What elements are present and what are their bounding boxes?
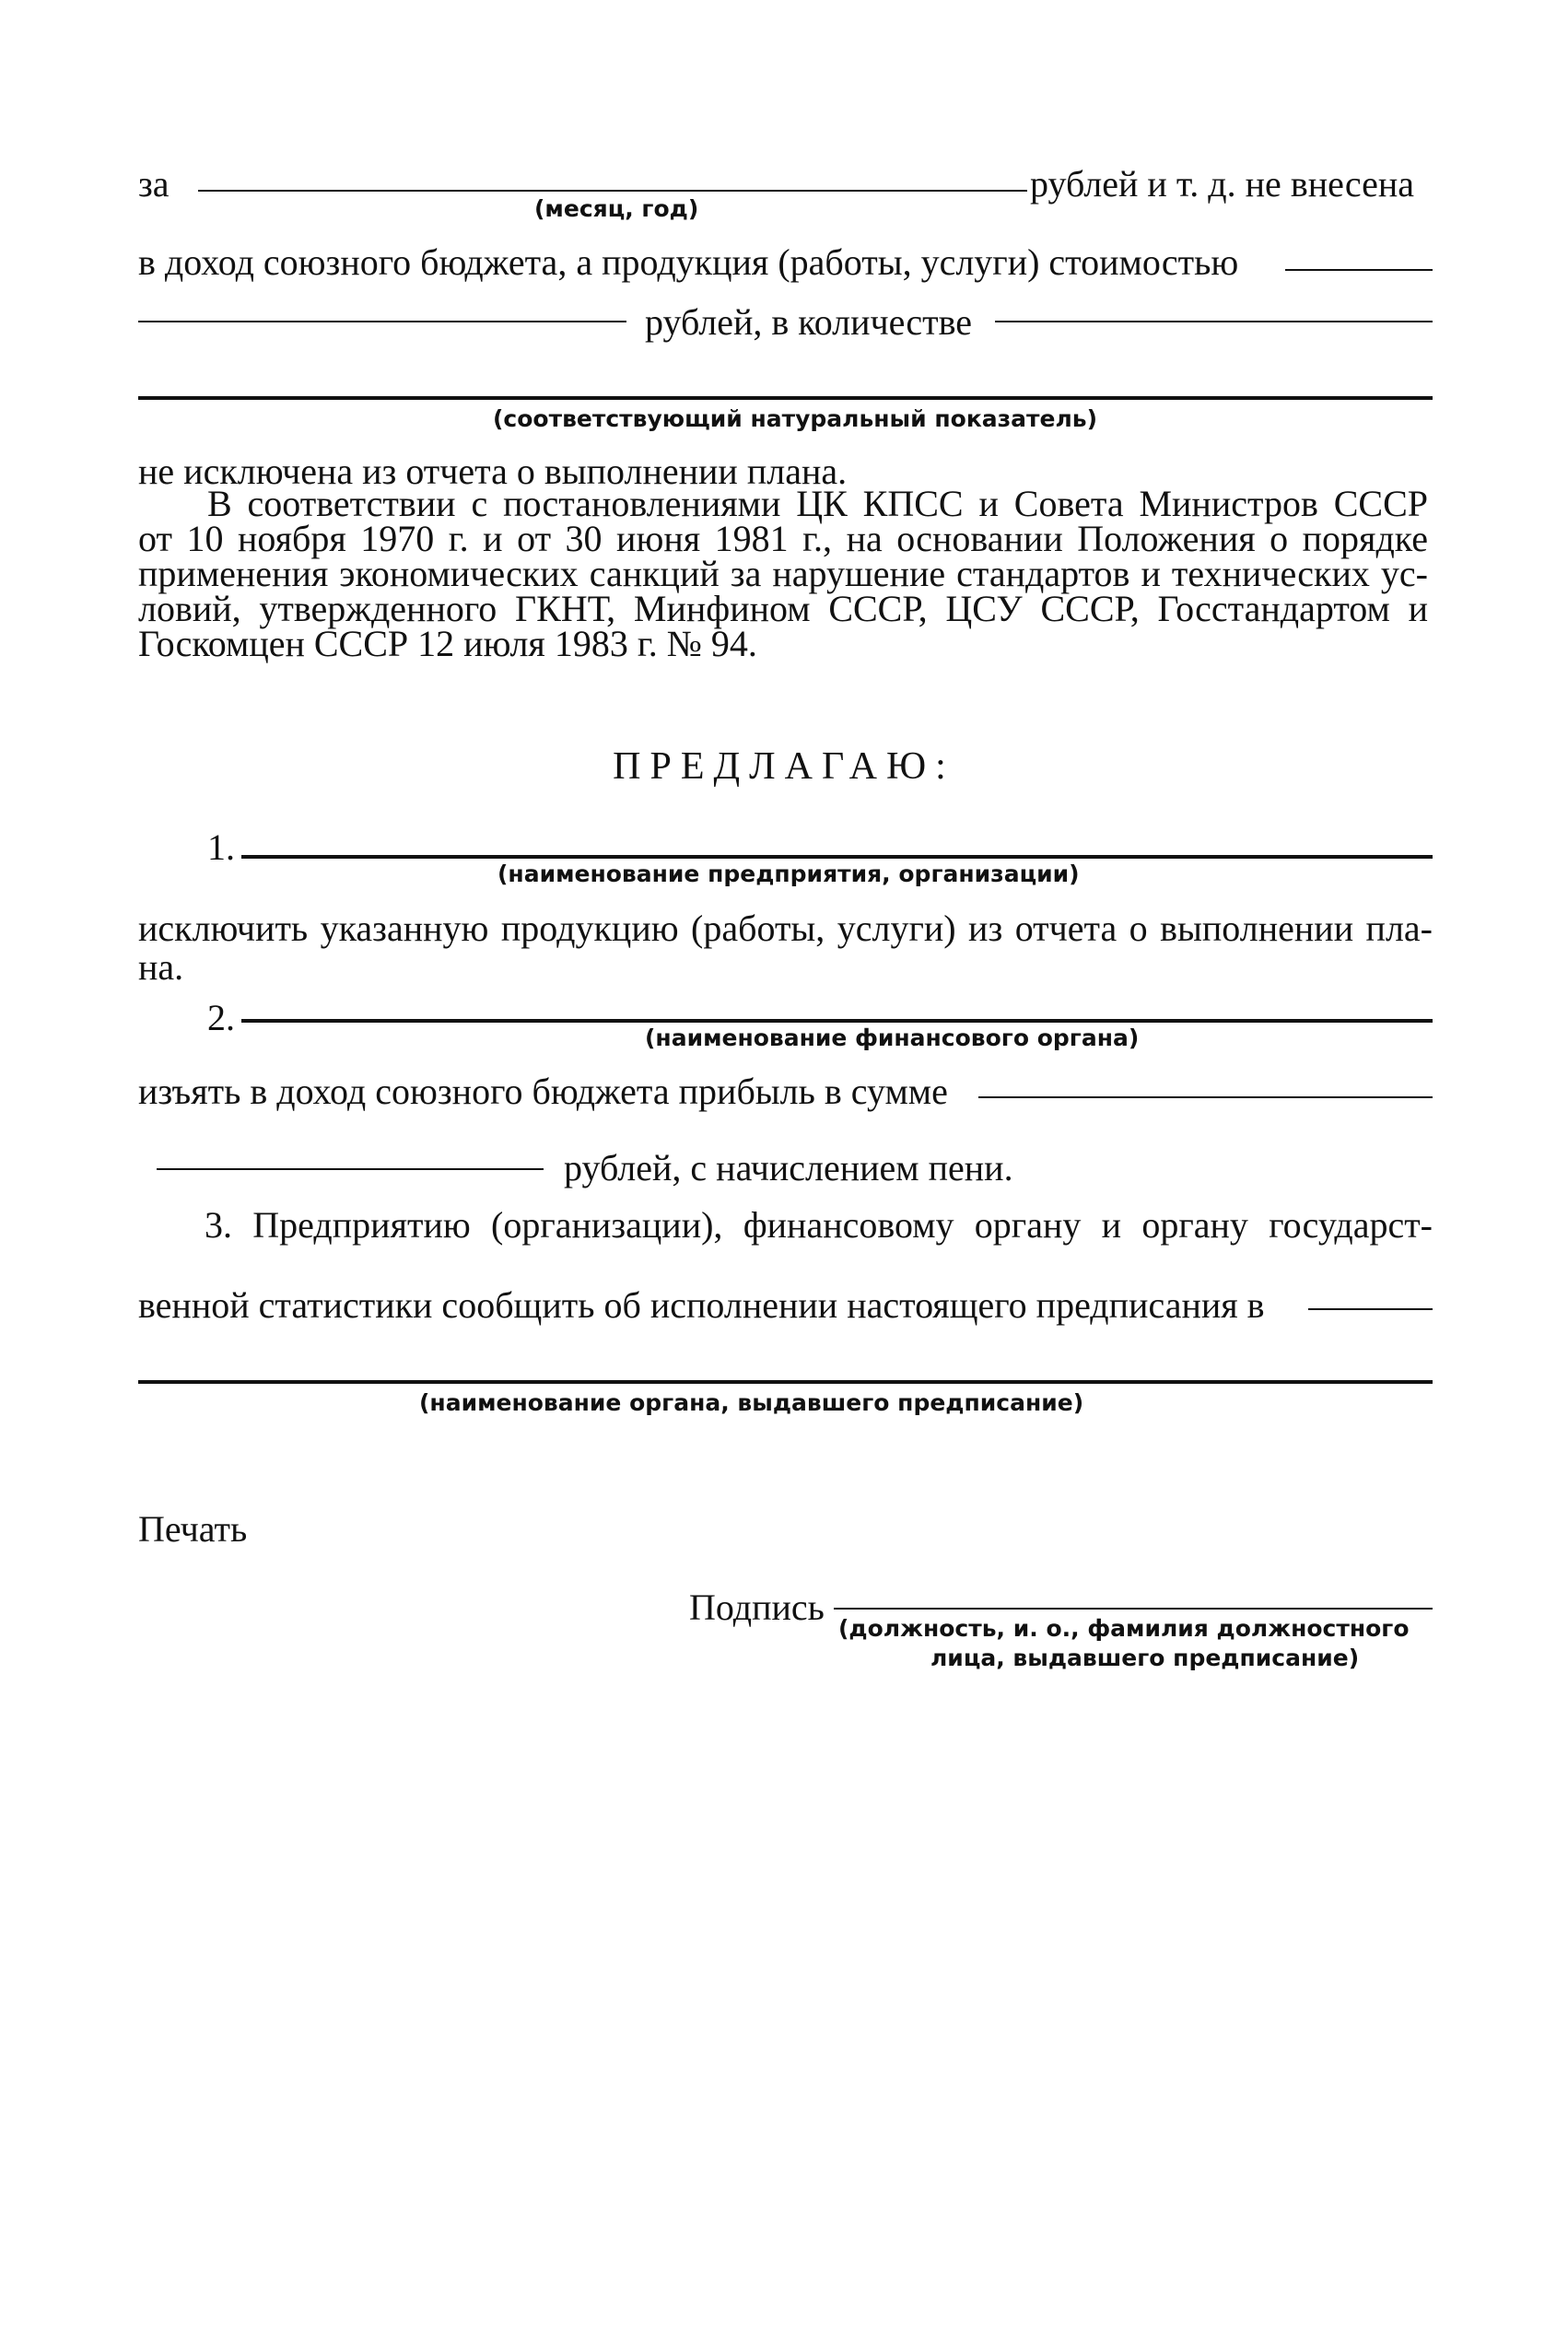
issuing-organ-blank [138,1380,1433,1384]
finance-organ-caption: (наименование финансового органа) [645,1024,1140,1051]
paragraph-line: ловий, утвержденного ГКНТ, Минфином СССР, ЦСУ СССР, Госстандартом и [138,588,1428,629]
quantity-blank [995,321,1433,322]
paragraph-line: применения экономических санкций за нарушение стандартов и технических ус- [138,553,1428,594]
indicator-caption: (соответствующий натуральный показатель) [493,405,1098,432]
cost-blank [1285,269,1433,271]
rubles-quantity-line: рублей, в количестве [645,301,973,343]
item2-line2: рублей, с начислением пени. [564,1147,1013,1188]
paragraph-line: Госкомцен СССР 12 июля 1983 г. № 94. [138,623,757,664]
finance-organ-blank [241,1019,1433,1023]
budget-line: в доход союзного бюджета, а продукция (работы, услуги) стоимостью [138,241,1239,283]
line1-tail: рублей и т. д. не внесена [1030,163,1415,205]
issuing-organ-caption: (наименование органа, выдавшего предписание) [419,1389,1084,1416]
deadline-blank [1308,1308,1433,1310]
signature-caption-line2: лица, выдавшего предписание) [930,1645,1360,1671]
profit-sum-blank [978,1096,1433,1098]
signature-caption-line1: (должность, и. о., фамилия должностного [838,1615,1410,1642]
seal-label: Печать [138,1508,248,1550]
signature-label: Подпись [689,1587,825,1628]
month-year-blank [198,190,1027,192]
legal-basis-paragraph [138,483,1428,664]
za-word: за [138,163,170,205]
paragraph-line: В соответствии с постановлениями ЦК КПСС и Совета Министров СССР [207,483,1428,524]
month-year-caption: (месяц, год) [534,195,699,222]
rubles-blank [138,321,626,322]
item1-line2: на. [138,946,184,988]
item1-line1: исключить указанную продукцию (работы, услуги) из отчета о выполнении пла- [138,907,1433,949]
paragraph-line: от 10 ноября 1970 г. и от 30 июня 1981 г., на основании Положения о порядке [138,518,1428,559]
item3-line2: венной статистики сообщить об исполнении настоящего предписания в [138,1284,1265,1326]
penalty-rubles-blank [157,1168,544,1170]
not-excluded-line: не исключена из отчета о выполнении плана. [138,451,848,492]
enterprise-blank [241,855,1433,859]
item1-number: 1. [207,826,235,868]
signature-blank [834,1608,1433,1610]
item2-number: 2. [207,997,235,1038]
enterprise-caption: (наименование предприятия, организации) [497,861,1080,887]
item3-line1: 3. Предприятию (организации), финансовому органу и органу государст- [205,1204,1433,1246]
indicator-blank [138,396,1433,400]
item2-line1: изъять в доход союзного бюджета прибыль в сумме [138,1071,948,1112]
proposal-heading: ПРЕДЛАГАЮ: [613,745,955,788]
